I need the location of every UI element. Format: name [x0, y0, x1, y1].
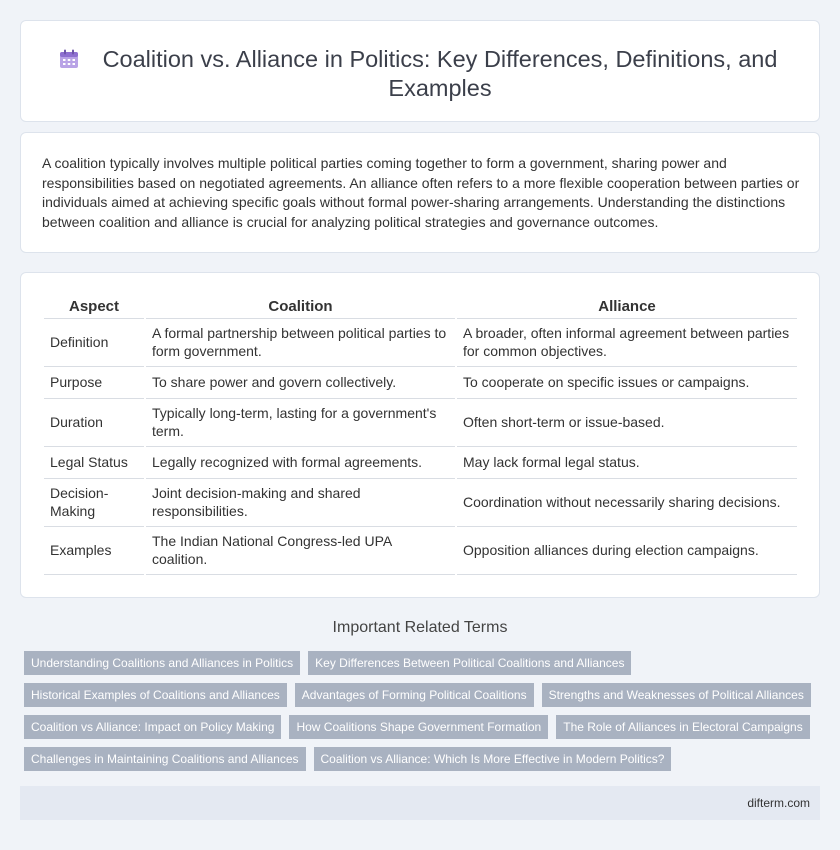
alliance-cell: To cooperate on specific issues or campaigns. [457, 367, 797, 399]
related-term-link[interactable]: Strengths and Weaknesses of Political Alliances [542, 683, 811, 707]
aspect-cell: Examples [44, 527, 144, 575]
table-row [44, 447, 797, 479]
header-coalition: Coalition [146, 295, 455, 319]
coalition-cell: Typically long-term, lasting for a government's term. [146, 399, 455, 447]
coalition-cell: Legally recognized with formal agreements. [146, 447, 455, 479]
table-row [44, 399, 797, 447]
intro-card [20, 132, 820, 253]
header-aspect: Aspect [44, 295, 144, 319]
related-term-link[interactable]: Coalition vs Alliance: Impact on Policy Making [24, 715, 281, 739]
page-title: Coalition vs. Alliance in Politics: Key Differences, Definitions, and Examples [102, 46, 778, 101]
alliance-cell: A broader, often informal agreement between parties for common objectives. [457, 319, 797, 367]
aspect-cell: Definition [44, 319, 144, 367]
coalition-cell: The Indian National Congress-led UPA coalition. [146, 527, 455, 575]
header-card [20, 20, 820, 122]
related-term-link[interactable]: Key Differences Between Political Coalitions and Alliances [308, 651, 631, 675]
table-row [44, 527, 797, 575]
aspect-cell: Purpose [44, 367, 144, 399]
comparison-table [42, 295, 799, 575]
coalition-cell: A formal partnership between political parties to form government. [146, 319, 455, 367]
related-terms-title: Important Related Terms [332, 619, 508, 636]
alliance-cell: Coordination without necessarily sharing decisions. [457, 479, 797, 527]
related-term-link[interactable]: The Role of Alliances in Electoral Campaigns [556, 715, 809, 739]
intro-text: A coalition typically involves multiple political parties coming together to form a government, sharing power and responsibilities based on negotiated agreements. An alliance often refers to a more flexible cooperation between parties or individuals aimed at achieving specific goals without formal power-sharing arrangements. Understanding the distinctions between coalition and alliance is crucial for analyzing political strategies and governance outcomes. [42, 155, 800, 230]
table-row [44, 319, 797, 367]
related-term-link[interactable]: Advantages of Forming Political Coalitions [295, 683, 534, 707]
related-term-link[interactable]: How Coalitions Shape Government Formation [289, 715, 548, 739]
table-row [44, 479, 797, 527]
comparison-card [20, 272, 820, 598]
related-terms [24, 651, 824, 779]
related-term-link[interactable]: Historical Examples of Coalitions and Alliances [24, 683, 287, 707]
alliance-cell: Opposition alliances during election campaigns. [457, 527, 797, 575]
calendar-icon [59, 49, 79, 69]
alliance-cell: Often short-term or issue-based. [457, 399, 797, 447]
related-term-link[interactable]: Challenges in Maintaining Coalitions and Alliances [24, 747, 306, 771]
aspect-cell: Duration [44, 399, 144, 447]
header-alliance: Alliance [457, 295, 797, 319]
aspect-cell: Legal Status [44, 447, 144, 479]
table-row [44, 367, 797, 399]
site-name[interactable]: difterm.com [747, 796, 810, 810]
related-term-link[interactable]: Coalition vs Alliance: Which Is More Effective in Modern Politics? [314, 747, 672, 771]
related-term-link[interactable]: Understanding Coalitions and Alliances in Politics [24, 651, 300, 675]
aspect-cell: Decision-Making [44, 479, 144, 527]
coalition-cell: Joint decision-making and shared responsibilities. [146, 479, 455, 527]
alliance-cell: May lack formal legal status. [457, 447, 797, 479]
coalition-cell: To share power and govern collectively. [146, 367, 455, 399]
footer [20, 786, 820, 820]
